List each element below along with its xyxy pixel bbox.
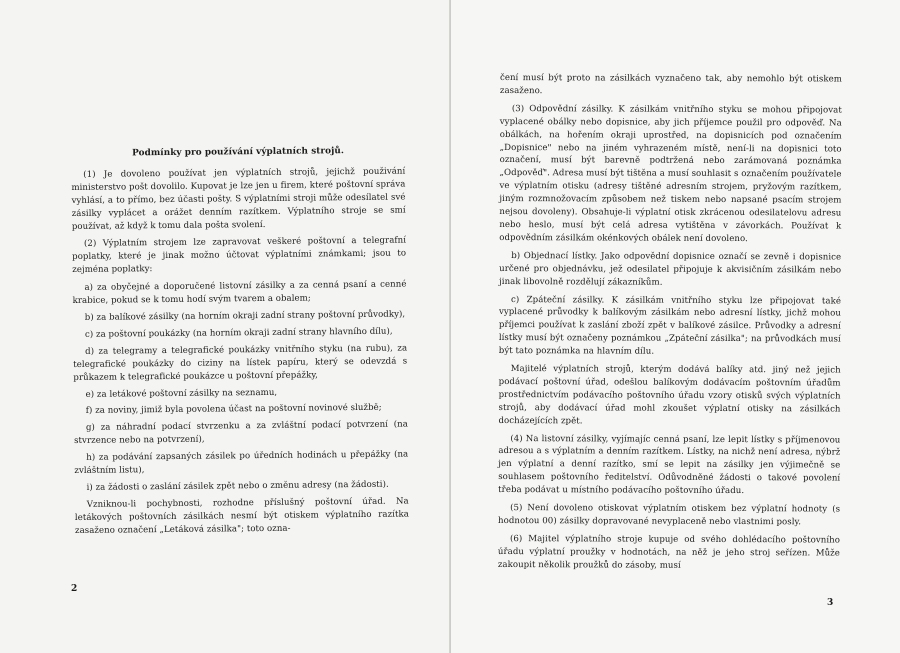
paragraph-3-reply-items: (3) Odpovědní zásilky. K zásilkám vnitřního styku se mohou připojovat vyplacené obálky nebo dopisnice, aby jich příjemce použil pro odpověď. Na obálkách, na hořením okraji uprostřed, na dopisnicích pod označením „Dopisnice" nebo na jiném vyhrazeném místě, není-li na dopisnici toto označení, musí být barevně podtržená nebo zarámovaná poznámka „Odpověď". Adresa musí být tištěna a musí souhlasit s označením používatele ve výplatním otisku (adresy tištěné adresním strojem, pryžovým razítkem, jiným rozmnožovacím způsobem než tiskem nebo napsané psacím strojem nejsou dovoleny). Obsahuje-li výplatní otisk zkrácenou odesilatelovu adresu nebo heslo, musí být celá adresa vytištěna v závorkách. Používat k odpovědním zásilkám okénkových obálek není dovoleno. (499, 103, 842, 244)
paragraph-return-items: c) Zpáteční zásilky. K zásilkám vnitřního styku lze připojovat také vyplacené průvodky k balíkovým zásilkám nebo adresní lístky, jichž mohou příjemci používat k zaslání zboží zpět v balíkové zásilce. Průvodky a adresní lístky musí být označeny poznámkou „Zpáteční zásilka"; na průvodkách musí být tato poznámka na hlavním dílu. (498, 294, 842, 357)
list-item-a: a) za obyčejné a doporučené listovní zásilky a za cenná psaní a cenné krabice, pokud se k tomu hodí svým tvarem a obalem; (72, 279, 407, 307)
paragraph-5-zero-value: (5) Není dovoleno otiskovat výplatním otiskem bez výplatní hodnoty (s hodnotou 00) zásilky dopravované nevyplaceně nebo vlastnimi posly. (498, 503, 841, 528)
list-item-b: b) za balíkové zásilky (na horním okraji zadní strany poštovní průvodky), (84, 309, 406, 323)
paragraph-6-strips: (6) Majitel výplatního stroje kupuje od svého dohlédacího poštovního úřadu výplatní proužky v hodnotách, na něž je jeho stroj seřízen. Může zakoupit několik proužků do zásoby, musí (497, 533, 840, 571)
list-item-g: g) za náhradní podací stvrzenku a za zvláštní podací potvrzení (na stvrzence nebo na potvrzení), (74, 419, 408, 447)
paragraph-2: (2) Výplatním strojem lze zapravovat veškeré poštovní a telegrafní poplatky, které je jinak možno účtovat výplatními známkami; jsou to zejména poplatky: (72, 235, 407, 276)
list-item-d: d) za telegramy a telegrafické poukázky vnitřního styku (na rubu), za telegrafické poukázky do ciziny na lístek papíru, který se odevzdá s průkazem k telegrafické poukázce u poštovní přepážky, (73, 343, 408, 383)
paragraph-1: (1) Je dovoleno používat jen výplatních strojů, jejichž použivání ministerstvo pošt dovolilo. Kupovat je lze jen u firem, které poštovní správa vyhlásí, a to přímo, bez účasti pošty. S výplatními stroji může odesílatel své zásilky vyplácet a orážet denním razítkem. Výplatního stroje se smí používat, až když k tomu dala pošta svolení. (71, 166, 406, 232)
page-number-left: 2 (71, 584, 78, 594)
paragraph-closing: Vzniknou-li pochybnosti, rozhodne příslušný poštovní úřad. Na letákových poštovních zásilkách nesmí být otiskem výplatního razítka zasaženo označení „Letáková zásilka"; toto ozna- (74, 496, 409, 536)
section-title: Podmínky pro používání výplatních strojů. (132, 146, 345, 159)
list-item-e: e) za letákové poštovní zásilky na seznamu, (85, 387, 278, 400)
list-item-i: i) za žádosti o zaslání zásilek zpět nebo o změnu adresy (na žádosti). (86, 479, 389, 493)
right-page (451, 0, 900, 653)
list-item-h: h) za podávání zapsaných zásilek po úředních hodinách u přepážky (na zvláštním listu), (74, 449, 409, 477)
page-number-right: 3 (827, 598, 834, 608)
list-item-f: f) za noviny, jimiž byla povolena účast na poštovní novinové službě; (85, 403, 382, 417)
list-item-c: c) za poštovní poukázky (na horním okraji zadní strany hlavního dílu), (84, 326, 393, 340)
right-text-column (498, 72, 842, 578)
paragraph-4-labels: (4) Na listovní zásilky, vyjímajíc cenná psaní, lze lepit lístky s příjmenovou adresou a s výplatním a denním razítkem. Lístky, na nichž není adresa, nýbrž jen výplatní a denní razítko, smí se lepit na zásilky jen výjimečně se souhlasem poštovního ředitelství. Odůvodněné žádosti o takové povolení třeba podávat u místního podávacího poštovního úřadu. (498, 433, 841, 497)
paragraph-order-slips: b) Objednací lístky. Jako odpovědní dopisnice označí se zevně i dopisnice určené pro objednávku, jež odesilatel připojuje k akvisičním zásilkám nebo jinak libovolně rozdělují zákazníkům. (499, 250, 842, 288)
paragraph-continued: čení musí být proto na zásilkách vyznačeno tak, aby nemohlo být otiskem zasaženo. (499, 72, 842, 97)
paragraph-owners: Majitelé výplatních strojů, kterým dodává balíky atd. jiný než jejich podávací poštovní úřad, odešlou balíkovým dodávacím poštovním úřadům prostřednictvím podávacího poštovního úřadu vzory otisků svých výplatních strojů, aby dodávací úřad mohl zkoušet výplatní otisky na zásilkách docházejících zpět. (498, 364, 841, 427)
left-text-column (71, 145, 409, 543)
